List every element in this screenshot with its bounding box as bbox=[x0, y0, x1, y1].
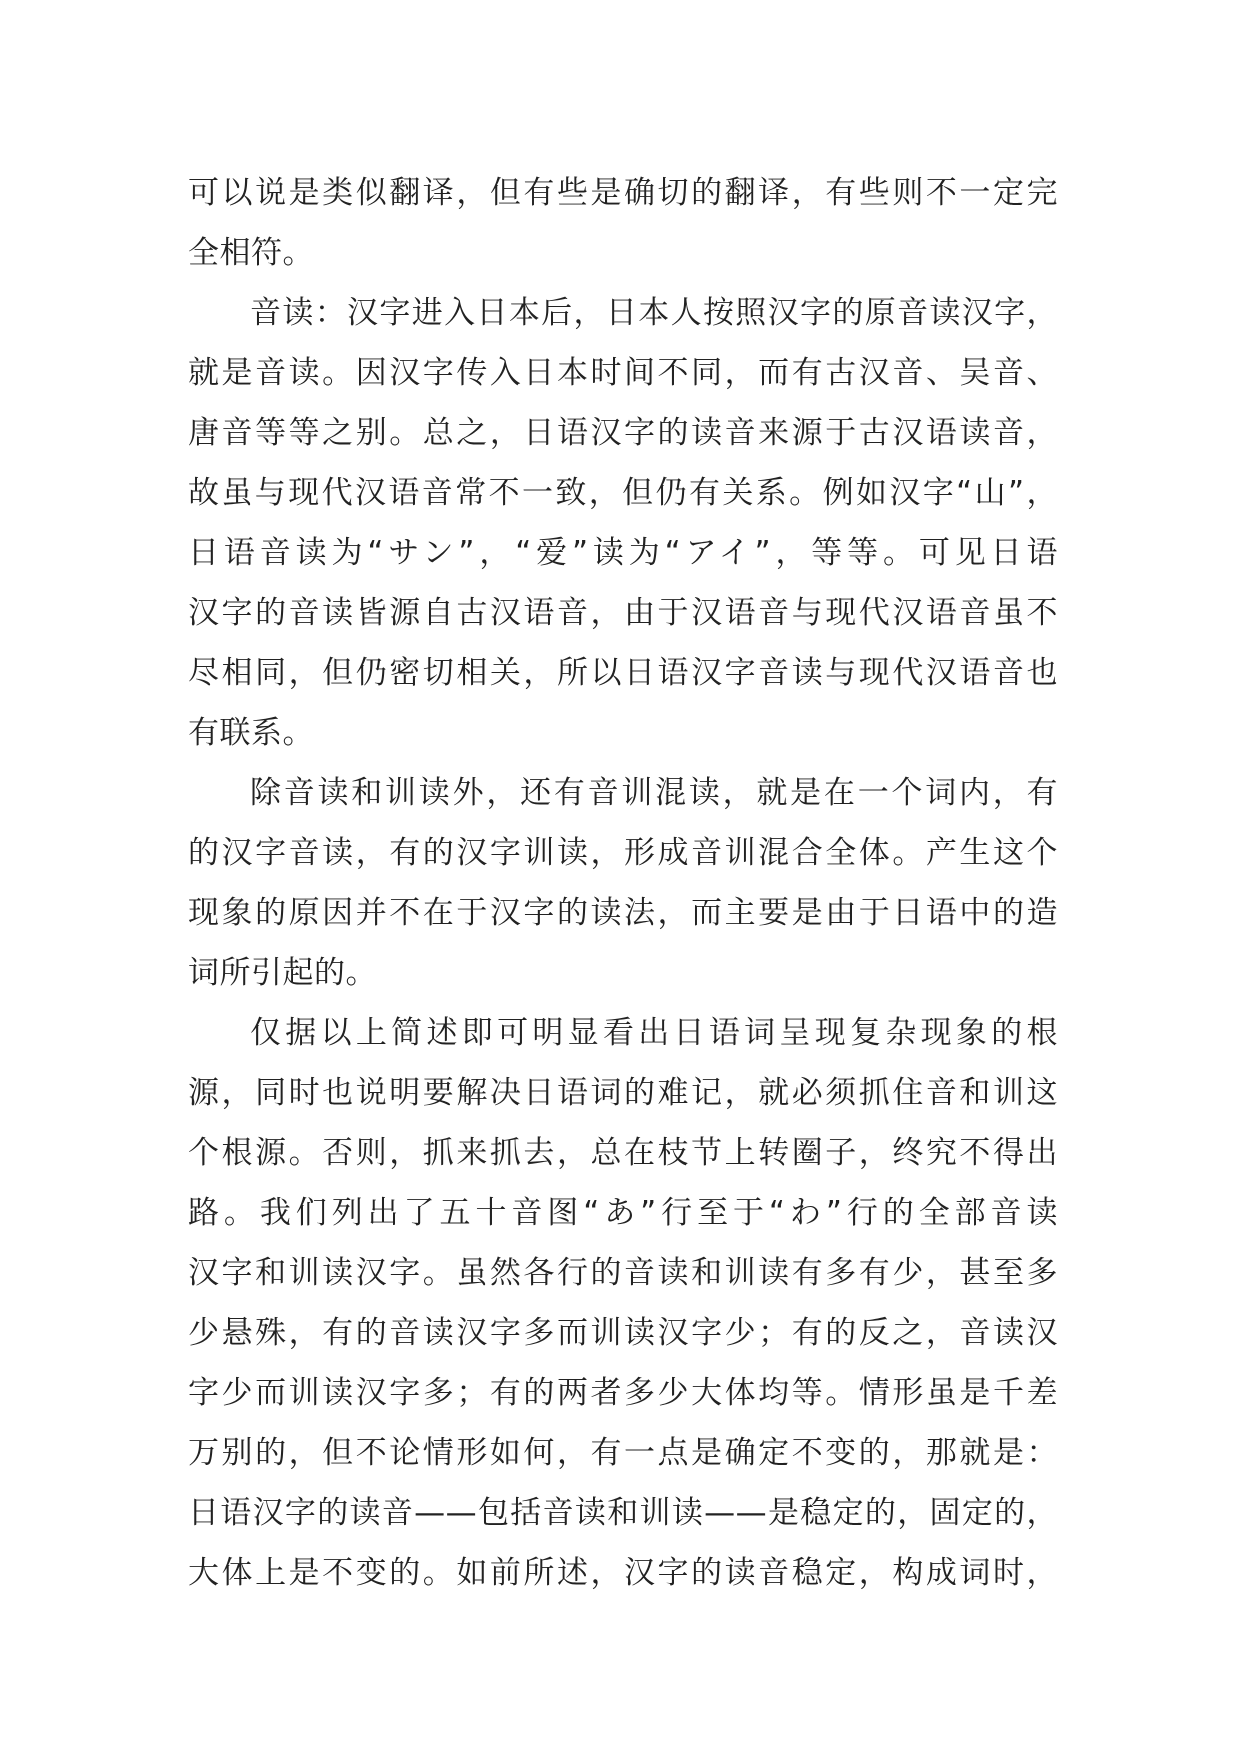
text-line: 故虽与现代汉语音常不一致，但仍有关系。例如汉字“山”， bbox=[188, 475, 1058, 511]
text-line: 除音读和训读外，还有音训混读，就是在一个词内，有 bbox=[250, 775, 1058, 811]
text-line: 的汉字音读，有的汉字训读，形成音训混合全体。产生这个 bbox=[188, 835, 1058, 871]
text-line: 唐音等等之别。总之，日语汉字的读音来源于古汉语读音， bbox=[188, 415, 1058, 451]
text-line: 路。我们列出了五十音图“あ”行至于“わ”行的全部音读 bbox=[188, 1195, 1058, 1231]
text-line: 日语音读为“サン”，“爱”读为“アイ”，等等。可见日语 bbox=[188, 535, 1058, 571]
text-line: 全相符。 bbox=[188, 235, 314, 271]
text-line: 大体上是不变的。如前所述，汉字的读音稳定，构成词时， bbox=[188, 1555, 1058, 1591]
text-line: 音读：汉字进入日本后，日本人按照汉字的原音读汉字， bbox=[250, 295, 1058, 331]
text-line: 现象的原因并不在于汉字的读法，而主要是由于日语中的造 bbox=[188, 895, 1058, 931]
text-line: 尽相同，但仍密切相关，所以日语汉字音读与现代汉语音也 bbox=[188, 655, 1058, 691]
text-line: 词所引起的。 bbox=[188, 955, 377, 991]
text-line: 字少而训读汉字多；有的两者多少大体均等。情形虽是千差 bbox=[188, 1375, 1058, 1411]
text-line: 可以说是类似翻译，但有些是确切的翻译，有些则不一定完 bbox=[188, 175, 1058, 211]
text-line: 万别的，但不论情形如何，有一点是确定不变的，那就是： bbox=[188, 1435, 1058, 1471]
text-line: 源，同时也说明要解决日语词的难记，就必须抓住音和训这 bbox=[188, 1075, 1058, 1111]
text-line: 仅据以上简述即可明显看出日语词呈现复杂现象的根 bbox=[250, 1015, 1058, 1051]
text-line: 汉字的音读皆源自古汉语音，由于汉语音与现代汉语音虽不 bbox=[188, 595, 1058, 631]
text-line: 汉字和训读汉字。虽然各行的音读和训读有多有少，甚至多 bbox=[188, 1255, 1058, 1291]
text-line: 就是音读。因汉字传入日本时间不同，而有古汉音、吴音、 bbox=[188, 355, 1058, 391]
text-line: 少悬殊，有的音读汉字多而训读汉字少；有的反之，音读汉 bbox=[188, 1315, 1058, 1351]
text-line: 日语汉字的读音——包括音读和训读——是稳定的，固定的， bbox=[188, 1495, 1058, 1531]
text-line: 有联系。 bbox=[188, 715, 314, 751]
body-text bbox=[188, 163, 1058, 1603]
text-line: 个根源。否则，抓来抓去，总在枝节上转圈子，终究不得出 bbox=[188, 1135, 1058, 1171]
